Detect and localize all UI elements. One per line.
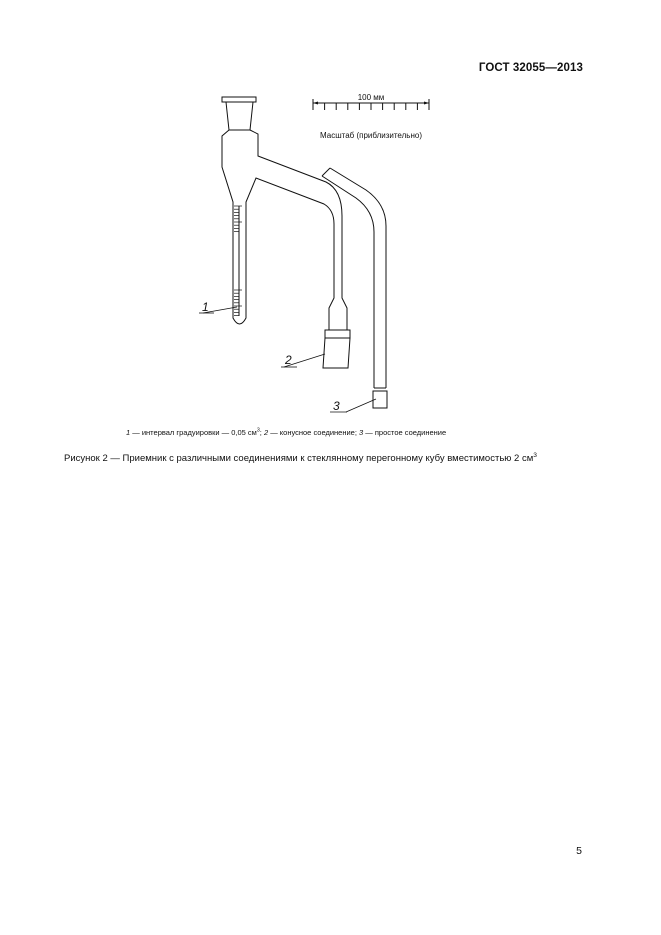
legend-number-2: 2	[263, 428, 269, 437]
standard-designation: ГОСТ 32055—2013	[478, 62, 583, 74]
graduation-marks	[234, 206, 242, 316]
cone-joint-ground-band	[325, 330, 350, 338]
legend-text-3: — простое соединение	[363, 428, 447, 437]
callout-1	[199, 300, 237, 314]
straight-tube-right-wall	[330, 168, 386, 388]
figure-caption	[64, 453, 537, 464]
figure-legend	[126, 428, 446, 437]
socket-rim	[222, 97, 256, 102]
top-socket	[226, 102, 253, 130]
callout-2-label: 2	[285, 353, 292, 367]
legend-number-1: 1	[126, 428, 131, 437]
scale-bar-ticks	[313, 103, 429, 110]
scale-bar-arrow-right	[424, 102, 429, 105]
callout-3-label: 3	[333, 399, 340, 413]
straight-tube-top-end	[322, 168, 330, 176]
scale-bar-arrow-left	[313, 102, 318, 105]
scale-bar-length-label: 100 мм	[357, 93, 385, 102]
legend-text-2: — конусное соединение;	[268, 428, 359, 437]
legend-text-1: — интервал градуировки — 0,05 см	[130, 428, 257, 437]
straight-tube-left-wall	[322, 176, 374, 388]
page-number: 5	[576, 845, 582, 857]
callout-3	[330, 399, 376, 413]
legend-separator: ;	[259, 428, 264, 437]
callout-3-leader	[346, 399, 376, 412]
legend-number-3: 3	[359, 428, 364, 437]
figure-caption-text: Рисунок 2 — Приемник с различными соединениями к стеклянному перегонному кубу вместимостью 2 см	[64, 453, 534, 464]
figure-caption-superscript: 3	[533, 451, 537, 459]
callout-1-label: 1	[202, 300, 209, 314]
scale-bar-caption: Масштаб (приблизительно)	[320, 131, 422, 140]
legend-superscript: 3	[256, 427, 260, 434]
straight-tube	[322, 168, 387, 408]
receiver-figure	[0, 0, 661, 420]
callout-2	[281, 353, 325, 367]
cone-joint	[323, 338, 350, 368]
